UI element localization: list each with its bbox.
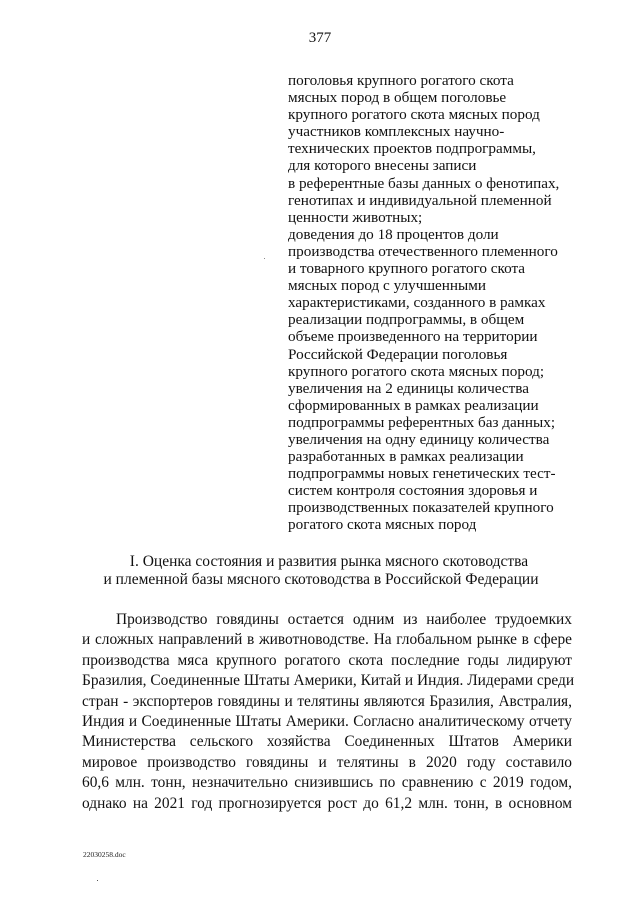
continuation-line: разработанных в рамках реализации: [288, 448, 524, 466]
continuation-line: и товарного крупного рогатого скота: [288, 260, 526, 278]
continuation-line: подпрограммы референтных баз данных;: [288, 413, 556, 431]
continuation-line: подпрограммы новых генетических тест-: [288, 465, 556, 483]
continuation-line: поголовья крупного рогатого скота: [288, 72, 514, 89]
section-heading: [0, 553, 640, 589]
continuation-line: объеме произведенного на территории: [288, 328, 538, 346]
body-line: однако на 2021 год прогнозируется рост до 61,2 млн. тонн, в основном: [82, 794, 572, 812]
body-line: мировое производство говядины и телятины в 2020 году составило: [82, 753, 572, 771]
continuation-line: ценности животных;: [288, 208, 423, 226]
scan-artifact: [97, 880, 98, 881]
page-number: 377: [308, 30, 332, 46]
body-line: Бразилия, Соединенные Штаты Америки, Китай и Индия. Лидерами среди: [82, 672, 575, 690]
body-line: производства мяса крупного рогатого скота последние годы лидируют: [82, 651, 572, 669]
body-line: Производство говядины остается одним из наиболее трудоемких: [116, 611, 572, 628]
continuation-line: в референтные базы данных о фенотипах,: [288, 174, 560, 192]
body-line: 60,6 млн. тонн, незначительно снизившись по сравнению с 2019 годом,: [82, 774, 572, 792]
continuation-line: производственных показателей крупного: [288, 499, 554, 517]
body-line: Министерства сельского хозяйства Соединенных Штатов Америки: [82, 733, 572, 751]
section-heading-line: I. Оценка состояния и развития рынка мясного скотоводства: [129, 553, 529, 570]
document-code: 22030258.doc: [83, 850, 126, 859]
continuation-line: Российской Федерации поголовья: [288, 345, 508, 363]
body-paragraph: [82, 610, 575, 814]
scan-artifact: [264, 258, 265, 259]
continuation-line: крупного рогатого скота мясных пород;: [288, 362, 545, 380]
continuation-line: для которого внесены записи: [288, 157, 477, 175]
continuation-line: реализации подпрограммы, в общем: [288, 311, 525, 329]
continuation-line: доведения до 18 процентов доли: [288, 225, 499, 243]
continuation-line: сформированных в рамках реализации: [288, 396, 539, 414]
continuation-text-block: [288, 72, 588, 534]
continuation-line: генотипах и индивидуальной племенной: [288, 191, 552, 209]
continuation-line: мясных пород в общем поголовье: [288, 89, 507, 107]
section-heading-line: и племенной базы мясного скотоводства в Российской Федерации: [103, 571, 539, 588]
body-line: стран - экспортеров говядины и телятины являются Бразилия, Австралия,: [82, 692, 572, 710]
continuation-line: технических проектов подпрограммы,: [288, 140, 536, 158]
continuation-line: увеличения на одну единицу количества: [288, 430, 550, 448]
continuation-line: участников комплексных научно-: [288, 123, 505, 141]
continuation-line: рогатого скота мясных пород: [288, 516, 477, 534]
body-line: и сложных направлений в животноводстве. На глобальном рынке в сфере: [82, 631, 572, 649]
continuation-line: производства отечественного племенного: [288, 242, 558, 260]
continuation-line: систем контроля состояния здоровья и: [288, 482, 538, 500]
continuation-line: характеристиками, созданного в рамках: [288, 294, 546, 312]
body-line: Индия и Соединенные Штаты Америки. Согласно аналитическому отчету: [82, 713, 572, 731]
continuation-line: крупного рогатого скота мясных пород: [288, 106, 540, 124]
continuation-line: мясных пород с улучшенными: [288, 277, 486, 295]
continuation-line: увеличения на 2 единицы количества: [288, 379, 529, 397]
